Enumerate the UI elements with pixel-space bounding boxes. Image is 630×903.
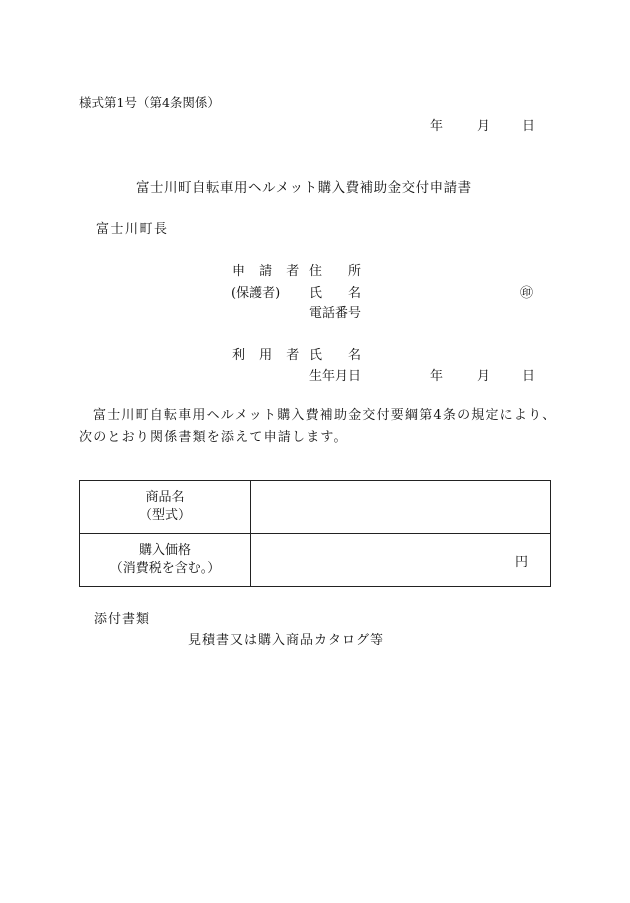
- product-table: [79, 480, 551, 587]
- product-label: 商品名: [145, 490, 185, 505]
- product-value-cell[interactable]: [251, 481, 551, 534]
- applicant-phone-label: 電話番号: [309, 306, 362, 321]
- price-tax-note: （消費税を含む。）: [109, 561, 221, 576]
- applicant-name-label: 氏 名: [309, 286, 362, 301]
- applicant-address-label: 住 所: [309, 264, 362, 279]
- attachment-item: 見積書又は購入商品カタログ等: [188, 633, 385, 648]
- user-name-label: 氏 名: [309, 348, 362, 363]
- date-day-label: 日: [522, 119, 536, 134]
- product-model-label: （型式）: [138, 508, 191, 523]
- product-row: [80, 481, 551, 534]
- price-label: 購入価格: [138, 543, 191, 558]
- price-unit: 円: [514, 554, 528, 570]
- form-number: 様式第1号（第4条関係）: [79, 95, 220, 110]
- attachments-title: 添付書類: [94, 612, 151, 627]
- applicant-role: 申 請 者: [232, 264, 305, 279]
- price-label-cell: [80, 534, 251, 587]
- user-role: 利 用 者: [232, 348, 305, 363]
- seal-mark: ㊞: [520, 286, 534, 301]
- product-label-cell: [80, 481, 251, 534]
- birth-year-label: 年: [430, 369, 444, 384]
- date-month-label: 月: [477, 119, 491, 134]
- birth-day-label: 日: [522, 369, 536, 384]
- date-year-label: 年: [430, 119, 444, 134]
- user-birthdate-label: 生年月日: [309, 369, 362, 384]
- application-statement: 富士川町自転車用ヘルメット購入費補助金交付要綱第4条の規定により、次のとおり関係書類を添えて申請します。: [79, 408, 557, 445]
- applicant-role-sub: (保護者): [231, 286, 281, 301]
- addressee: 富士川町長: [96, 222, 169, 237]
- price-value-cell[interactable]: [251, 534, 551, 587]
- price-row: [80, 534, 551, 587]
- document-title: 富士川町自転車用ヘルメット購入費補助金交付申請書: [136, 180, 472, 196]
- birth-month-label: 月: [477, 369, 491, 384]
